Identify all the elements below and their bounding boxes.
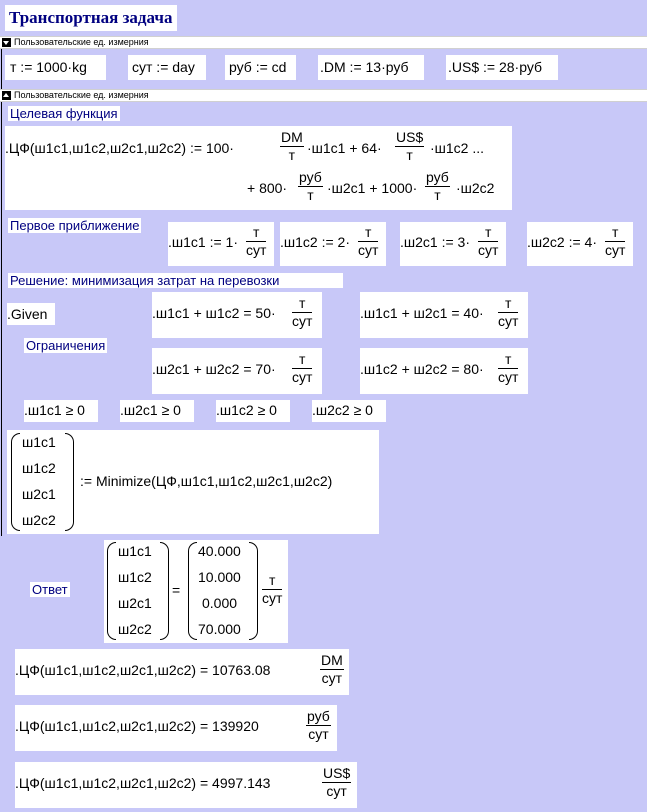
region-footer-units[interactable] (0, 89, 647, 102)
collapse-triangle-icon[interactable] (2, 91, 11, 100)
unit-def-day[interactable]: сут := day (128, 55, 206, 80)
result-dm[interactable]: .ЦФ(ш1с1,ш1с2,ш2с1,ш2с2) = 10763.08 DM сут (15, 649, 349, 695)
init-w1c1[interactable]: .ш1с1 := 1· т сут (168, 222, 274, 266)
answer-label: Ответ (32, 582, 68, 597)
constraint-2[interactable]: .ш1с1 + ш2с1 = 40· т сут (360, 292, 528, 338)
result-usd[interactable]: .ЦФ(ш1с1,ш1с2,ш2с1,ш2с2) = 4997.143 US$ сут (15, 762, 357, 808)
unit-def-rub[interactable]: руб := cd (225, 55, 296, 80)
region-label: Пользовательские ед. измерния (14, 37, 149, 47)
page-title: Транспортная задача (9, 8, 173, 27)
answer-result[interactable]: ш1с1 ш1с2 ш2с1 ш2с2 = 40.000 10.000 0.000 70.000 т сут (104, 540, 288, 643)
objective-label: Целевая функция (10, 106, 118, 121)
nonneg-w2c2[interactable]: .ш2с2 ≥ 0 (312, 400, 386, 422)
unit-def-t[interactable]: т := 1000·kg (5, 55, 106, 80)
given-keyword[interactable]: .Given (7, 303, 55, 325)
initial-approx-label: Первое приближение (10, 218, 140, 233)
constraints-label: Ограничения (26, 338, 106, 353)
nonneg-w1c2[interactable]: .ш1с2 ≥ 0 (216, 400, 290, 422)
constraint-4[interactable]: .ш1с2 + ш2с2 = 80· т сут (360, 348, 528, 394)
init-w2c2[interactable]: .ш2с2 := 4· т сут (527, 222, 633, 266)
result-rub[interactable]: .ЦФ(ш1с1,ш1с2,ш2с1,ш2с2) = 139920 руб сут (15, 705, 337, 751)
init-w1c2[interactable]: .ш1с2 := 2· т сут (280, 222, 386, 266)
expand-triangle-icon[interactable] (2, 38, 11, 47)
init-w2c1[interactable]: .ш2с1 := 3· т сут (400, 222, 506, 266)
unit-def-dm[interactable]: .DM := 13·руб (318, 55, 424, 80)
constraint-3[interactable]: .ш2с1 + ш2с2 = 70· т сут (152, 348, 322, 394)
minimize-assignment[interactable]: ш1с1 ш1с2 ш2с1 ш2с2 := Minimize(ЦФ,ш1с1,ш1с2,ш2с1,ш2с2) (7, 430, 379, 534)
unit-def-usd[interactable]: .US$ := 28·руб (446, 55, 558, 80)
region-label: Пользовательские ед. измерния (14, 90, 149, 100)
solution-label: Решение: минимизация затрат на перевозки (8, 273, 343, 288)
nonneg-w1c1[interactable]: .ш1с1 ≥ 0 (24, 400, 98, 422)
objective-definition[interactable]: .ЦФ(ш1с1,ш1с2,ш2с1,ш2с2) := 100· DM т ·ш1с1 + 64· US$ т ·ш1с2 ... + 800· руб т ·ш2с1 + 1000· руб т ·ш2с2 (5, 126, 512, 210)
constraint-1[interactable]: .ш1с1 + ш1с2 = 50· т сут (152, 292, 322, 338)
nonneg-w2c1[interactable]: .ш2с1 ≥ 0 (120, 400, 194, 422)
page-margin-line (1, 36, 2, 536)
region-header-units[interactable] (0, 36, 647, 49)
